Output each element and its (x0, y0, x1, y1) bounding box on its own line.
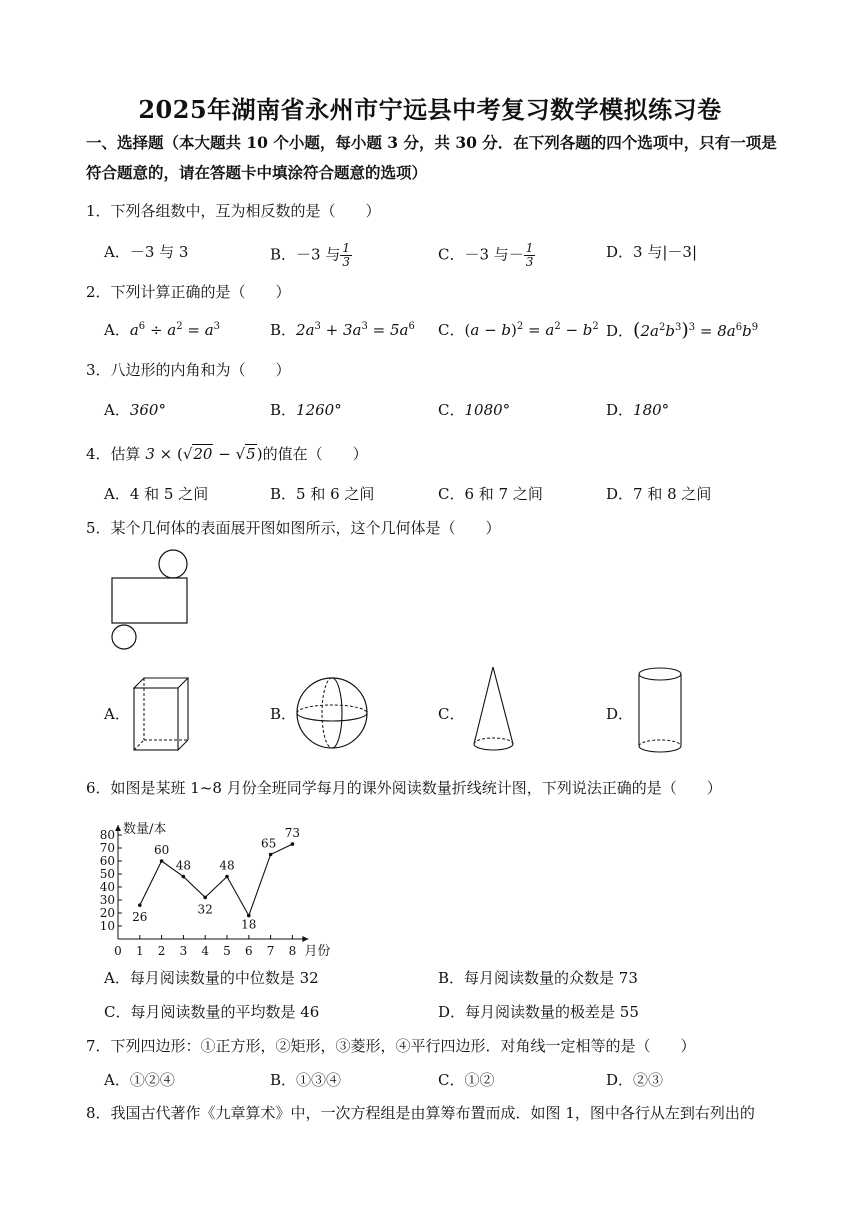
chart-data-label: 65 (260, 836, 277, 851)
q7-option-c[interactable] (438, 1070, 495, 1090)
q1-c-fraction (524, 242, 536, 269)
q4-expression: 3 × (√20 − √5) (145, 445, 263, 463)
chart-data-label: 18 (241, 917, 257, 932)
chart-data-labels (132, 826, 300, 932)
chart-x-tick-label: 2 (157, 944, 166, 958)
chart-y-ticks (100, 828, 122, 933)
q6-option-d[interactable] (438, 1002, 639, 1022)
question-5-stem: 5．某个几何体的表面展开图如图所示，这个几何体是（ ） (86, 519, 501, 537)
q6-d-text: 每月阅读数量的极差是 55 (465, 1003, 639, 1021)
chart-data-point (138, 903, 142, 907)
q5-d-label: D． (606, 705, 634, 723)
q7-a-label: A． (104, 1071, 130, 1089)
question-6-stem: 6．如图是某班 1~8 月份全班同学每月的课外阅读数量折线统计图，下列说法正确的是（ ） (86, 779, 722, 797)
chart-x-arrow (302, 936, 308, 942)
q7-d-text: ②③ (633, 1071, 664, 1089)
chart-x-tick-label: 3 (179, 944, 188, 958)
q4-d-text: 7 和 8 之间 (633, 485, 712, 503)
chart-y-tick-label: 70 (99, 841, 115, 855)
q3-d-label: D． (606, 401, 634, 419)
q7-c-label: C． (438, 1071, 465, 1089)
question-4-stem (86, 444, 368, 464)
chart-data-label: 26 (132, 910, 148, 925)
q1-option-c[interactable] (438, 242, 535, 269)
q3-option-d[interactable] (606, 400, 669, 420)
question-3-stem: 3．八边形的内角和为（ ） (86, 361, 291, 379)
q2-c-expression: $(a - b)^2 = a^2 - b^2$ (464, 321, 599, 339)
chart-y-tick-label: 10 (99, 919, 115, 933)
q7-b-text: ①③④ (296, 1071, 342, 1089)
q7-c-text: ①② (464, 1071, 495, 1089)
q3-a-text: 360° (129, 401, 166, 419)
q3-a-label: A． (104, 401, 130, 419)
chart-x-ticks (114, 935, 296, 958)
chart-data-point (203, 896, 207, 900)
q7-d-label: D． (606, 1071, 634, 1089)
chart-axes (115, 825, 308, 942)
q1-a-label: A． (104, 243, 130, 261)
q6-option-a[interactable] (104, 968, 319, 988)
q4-b-label: B． (270, 485, 297, 503)
page-title: 2025年湖南省永州市宁远县中考复习数学模拟练习卷 (138, 95, 722, 124)
q2-c-label: C． (438, 321, 465, 339)
question-8-stem: 8．我国古代著作《九章算术》中，一次方程组是由算筹布置而成．如图 1，图中各行从左到右列出的 (86, 1104, 755, 1122)
q6-c-text: 每月阅读数量的平均数是 46 (130, 1003, 320, 1021)
chart-data-label: 48 (219, 858, 235, 873)
question-1-stem: 1．下列各组数中，互为相反数的是（ ） (86, 202, 381, 220)
q6-option-c[interactable] (104, 1002, 319, 1022)
net-rectangle (112, 578, 187, 623)
q3-c-text: 1080° (464, 401, 511, 419)
q1-c-denominator: 3 (525, 255, 534, 269)
q5-option-d[interactable] (606, 704, 633, 724)
q4-stem-prefix: 4．估算 (86, 445, 141, 463)
q3-b-text: 1260° (296, 401, 342, 419)
reading-line-chart (92, 806, 352, 958)
q3-option-c[interactable] (438, 400, 510, 420)
chart-x-tick-label: 7 (266, 944, 275, 958)
q3-b-label: B． (270, 401, 297, 419)
q6-b-label: B． (438, 969, 465, 987)
q1-c-label: C． (438, 245, 465, 264)
chart-data-point (291, 842, 295, 846)
q4-option-b[interactable] (270, 484, 374, 504)
section-heading: 一、选择题（本大题共 10 个小题，每小题 3 分，共 30 分．在下列各题的四个选项中，只有一项是符合题意的，请在答题卡中填涂符合题意的选项） (86, 133, 777, 182)
q3-option-a[interactable] (104, 400, 166, 420)
chart-x-tick-label: 1 (135, 944, 144, 958)
q6-a-text: 每月阅读数量的中位数是 32 (129, 969, 319, 987)
q1-option-d[interactable] (606, 242, 697, 262)
q1-d-text: 3 与|－3| (633, 243, 697, 261)
q4-c-label: C． (438, 485, 465, 503)
q2-a-expression: $a^6 \div a^2 = a^3$ (129, 321, 221, 339)
q4-option-d[interactable] (606, 484, 711, 504)
q5-cylinder-figure (636, 664, 690, 758)
chart-data-label: 32 (197, 902, 213, 917)
q1-c-text: －3 与－ (464, 245, 524, 264)
q4-c-text: 6 和 7 之间 (464, 485, 543, 503)
q7-option-a[interactable] (104, 1070, 175, 1090)
q5-sphere-figure (294, 676, 374, 752)
q5-c-label: C． (438, 705, 465, 723)
q1-c-numerator: 1 (525, 241, 534, 255)
chart-y-tick-label: 20 (99, 906, 115, 920)
q5-option-c[interactable] (438, 704, 464, 724)
q2-option-c[interactable] (438, 320, 599, 340)
chart-data-point (160, 859, 164, 863)
q4-option-a[interactable] (104, 484, 208, 504)
q4-d-label: D． (606, 485, 634, 503)
chart-data-label: 73 (284, 826, 301, 841)
q2-option-b[interactable] (270, 320, 415, 340)
q1-b-label: B． (270, 245, 297, 264)
net-bottom-circle (112, 625, 136, 649)
q5-a-label: A． (104, 705, 130, 723)
chart-y-tick-label: 30 (99, 893, 115, 907)
q1-option-a[interactable] (104, 242, 188, 262)
chart-y-arrow (115, 825, 121, 831)
q2-b-expression: $2a^3 + 3a^3 = 5a^6$ (296, 321, 415, 339)
q4-b-text: 5 和 6 之间 (296, 485, 375, 503)
q6-a-label: A． (104, 969, 130, 987)
q2-option-d[interactable] (606, 320, 758, 341)
chart-x-tick-label: 6 (244, 944, 253, 958)
q4-a-label: A． (104, 485, 130, 503)
q5-b-label: B． (270, 705, 297, 723)
q6-d-label: D． (438, 1003, 466, 1021)
q2-a-label: A． (104, 321, 130, 339)
q2-option-a[interactable] (104, 320, 220, 340)
q4-option-c[interactable] (438, 484, 543, 504)
chart-x-tick-label: 5 (223, 944, 231, 958)
chart-x-tick-label: 4 (201, 944, 210, 958)
chart-data-point (225, 875, 229, 879)
q2-d-expression: $(2a^2b^3)^3 = 8a^6b^9$ (633, 319, 759, 341)
chart-y-tick-label: 50 (99, 867, 115, 881)
q4-stem-suffix: 的值在（ ） (262, 445, 368, 463)
q5-prism-figure (130, 674, 192, 754)
q7-b-label: B． (270, 1071, 297, 1089)
q7-option-b[interactable] (270, 1070, 341, 1090)
chart-y-axis-label: 数量/本 (123, 822, 167, 837)
chart-data-label: 60 (153, 843, 170, 857)
net-top-circle (159, 550, 187, 578)
q1-b-fraction (340, 242, 352, 269)
chart-x-axis-label: 月份 (304, 944, 331, 959)
question-7-stem: 7．下列四边形：①正方形，②矩形，③菱形，④平行四边形．对角线一定相等的是（ ） (86, 1037, 696, 1055)
q1-b-text: －3 与 (296, 245, 341, 264)
q7-option-d[interactable] (606, 1070, 663, 1090)
chart-y-tick-label: 60 (99, 854, 115, 868)
q7-a-text: ①②④ (129, 1071, 175, 1089)
chart-data-label: 48 (175, 858, 192, 873)
question-2-stem: 2．下列计算正确的是（ ） (86, 283, 291, 301)
q1-b-numerator: 1 (342, 241, 350, 255)
q5-cone-figure (468, 664, 528, 754)
q6-option-b[interactable] (438, 968, 638, 988)
q5-option-b[interactable] (270, 704, 296, 724)
q3-option-b[interactable] (270, 400, 342, 420)
q4-a-text: 4 和 5 之间 (129, 485, 209, 503)
chart-data-point (182, 875, 186, 879)
q2-b-label: B． (270, 321, 297, 339)
q1-option-b[interactable] (270, 242, 352, 269)
q2-d-label: D． (606, 322, 634, 340)
chart-y-tick-label: 40 (99, 880, 115, 894)
q6-c-label: C． (104, 1003, 131, 1021)
chart-y-tick-label: 80 (99, 828, 115, 842)
q3-c-label: C． (438, 401, 465, 419)
chart-x-tick-label: 0 (114, 944, 122, 958)
chart-x-tick-label: 8 (288, 944, 297, 958)
q3-d-text: 180° (633, 401, 670, 419)
q1-b-denominator: 3 (342, 255, 350, 269)
q5-option-a[interactable] (104, 704, 130, 724)
net-diagram (104, 546, 194, 652)
q1-d-label: D． (606, 243, 634, 261)
q1-a-text: －3 与 3 (129, 243, 189, 261)
q6-b-text: 每月阅读数量的众数是 73 (464, 969, 638, 987)
chart-data-point (269, 853, 273, 857)
